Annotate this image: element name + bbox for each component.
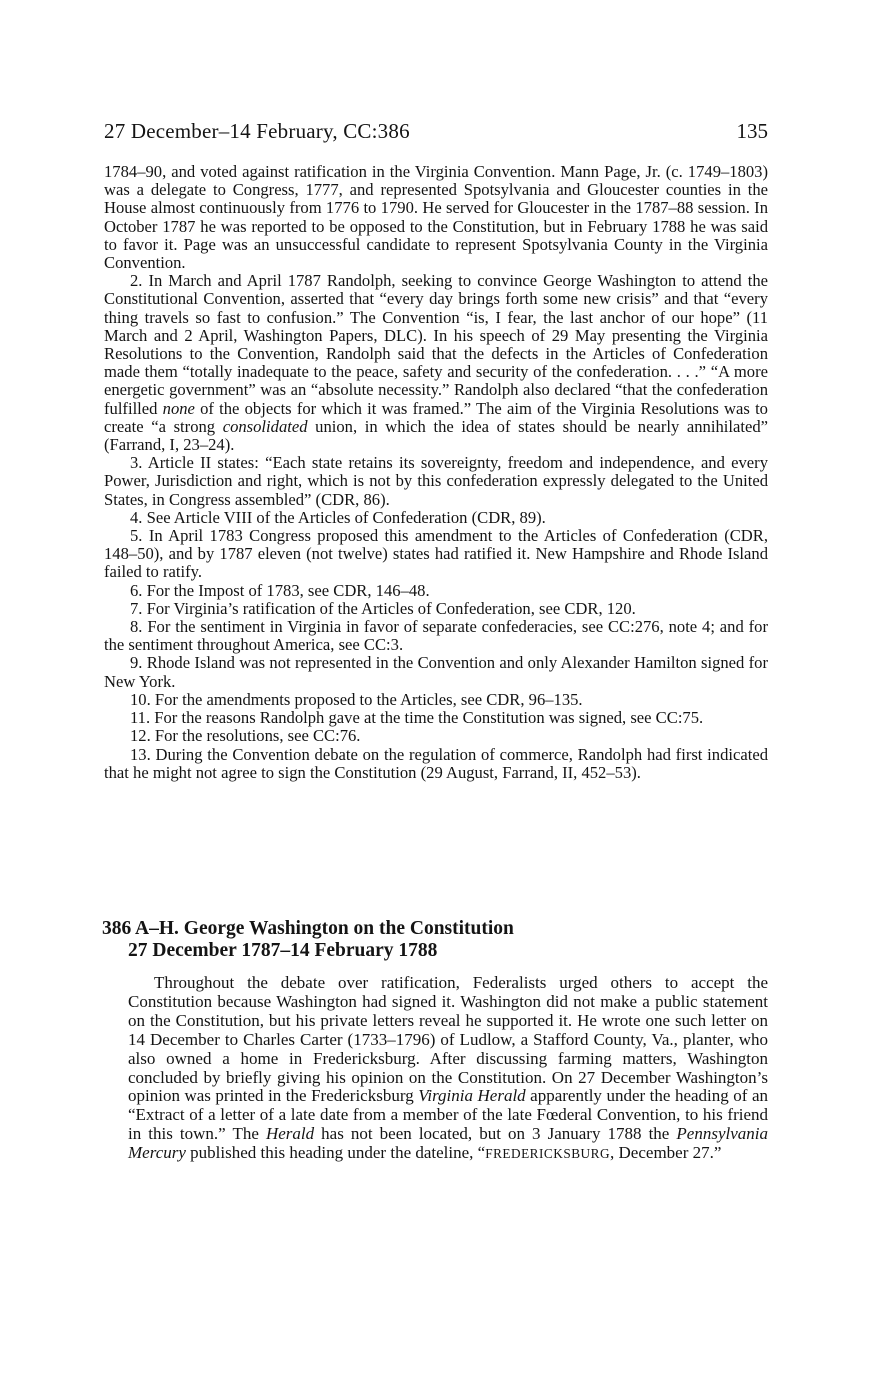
emphasis-virginia-herald: Virginia Herald — [418, 1086, 526, 1106]
running-head — [104, 116, 768, 146]
dateline-fredericksburg: FREDERICKSBURG — [485, 1146, 611, 1162]
section-heading-title: 386 A–H. George Washington on the Constitution — [102, 918, 514, 939]
emphasis-herald: Herald — [265, 1124, 315, 1144]
note-9: 9. Rhode Island was not represented in the Convention and only Alexander Hamilton signed for New York. — [104, 653, 768, 691]
running-head-date-range: 27 December–14 February, CC:386 — [104, 119, 410, 143]
note-7: 7. For Virginia’s ratification of the Articles of Confederation, see CDR, 120. — [130, 598, 636, 618]
emphasis-consolidated: consolidated — [222, 416, 308, 436]
note-11: 11. For the reasons Randolph gave at the time the Constitution was signed, see CC:75. — [130, 708, 704, 728]
emphasis-pennsylvania-mercury: Pennsylvania Mercury — [128, 1124, 769, 1163]
emphasis-none: none — [162, 398, 195, 418]
note-8: 8. For the sentiment in Virginia in favor of separate confederacies, see CC:276, note 4; and for the sentiment throughout America, see CC:3. — [104, 617, 768, 655]
note-4: 4. See Article VIII of the Articles of Confederation (CDR, 89). — [130, 507, 546, 527]
note-5: 5. In April 1783 Congress proposed this amendment to the Articles of Confederation (CDR, 148–50), and by 1787 eleven (not twelve) states had ratified it. New Hampshire and Rhode Island failed to ratify. — [104, 526, 768, 582]
note-12: 12. For the resolutions, see CC:76. — [130, 726, 361, 746]
section-heading-dates: 27 December 1787–14 February 1788 — [128, 940, 438, 961]
page-number: 135 — [736, 119, 768, 143]
note-13: 13. During the Convention debate on the regulation of commerce, Randolph had first indicated that he might not agree to sign the Constitution (29 August, Farrand, II, 452–53). — [104, 744, 768, 782]
note-6: 6. For the Impost of 1783, see CDR, 146–48. — [130, 580, 430, 600]
note-2: 2. In March and April 1787 Randolph, seeking to convince George Washington to attend the Constitutional Convention, asserted that “every day brings forth some new crisis” and that “every thing travels so fast to confusion.” The Convention “is, I fear, the last anchor of our hope” (11 March and 2 April, Washington Papers, DLC). In his speech of 29 May presenting the Virginia Resolutions to the Convention, Randolph said that the defects in the Articles of Confederation made them “totally inadequate to the peace, safety and security of the confederation. . . .” “A more energetic government” was an “absolute necessity.” Randolph also declared “that the confederation fulfilled none of the objects for which it was framed.” The aim of the Virginia Resolutions was to create “a strong consolidated union, in which the idea of states should be nearly annihilated” (Farrand, I, 23–24). — [104, 271, 768, 455]
section-heading — [102, 918, 766, 962]
intro-paragraph: Throughout the debate over ratification, Federalists urged others to accept the Constitution because Washington had signed it. Washington did not make a public statement on the Constitution, but his private letters reveal he supported it. He wrote one such letter on 14 December to Charles Carter (1733–1796) of Ludlow, a Stafford County, Va., planter, who also owned a home in Fredericksburg. After discussing farming matters, Washington concluded by briefly giving his opinion on the Constitution. On 27 December Washington’s opinion was printed in the Fredericksburg Virginia Herald apparently under the heading of an “Extract of a letter of a late date from a member of the late Fœderal Convention, to his friend in this town.” The Herald has not been located, but on 3 January 1788 the Pennsylvania Mercury published this heading under the dateline, “FREDERICKSBURG, December 27.” — [128, 973, 769, 1163]
note-continuation: 1784–90, and voted against ratification in the Virginia Convention. Mann Page, Jr. (c. 1749–1803) was a delegate to Congress, 1777, and represented Spotsylvania and Gloucester counties in the House almost continuously from 1776 to 1790. He served for Gloucester in the 1787–88 session. In October 1787 he was reported to be opposed to the Constitution, but in February 1788 he was said to favor it. Page was an unsuccessful candidate to represent Spotsylvania County in the Virginia Convention. — [104, 162, 768, 273]
note-10: 10. For the amendments proposed to the Articles, see CDR, 96–135. — [130, 689, 583, 709]
note-3: 3. Article II states: “Each state retains its sovereignty, freedom and independence, and every Power, Jurisdiction and right, which is not by this confederation expressly delegated to the United States, in Congress assembled” (CDR, 86). — [104, 453, 768, 509]
endnotes — [104, 163, 768, 782]
